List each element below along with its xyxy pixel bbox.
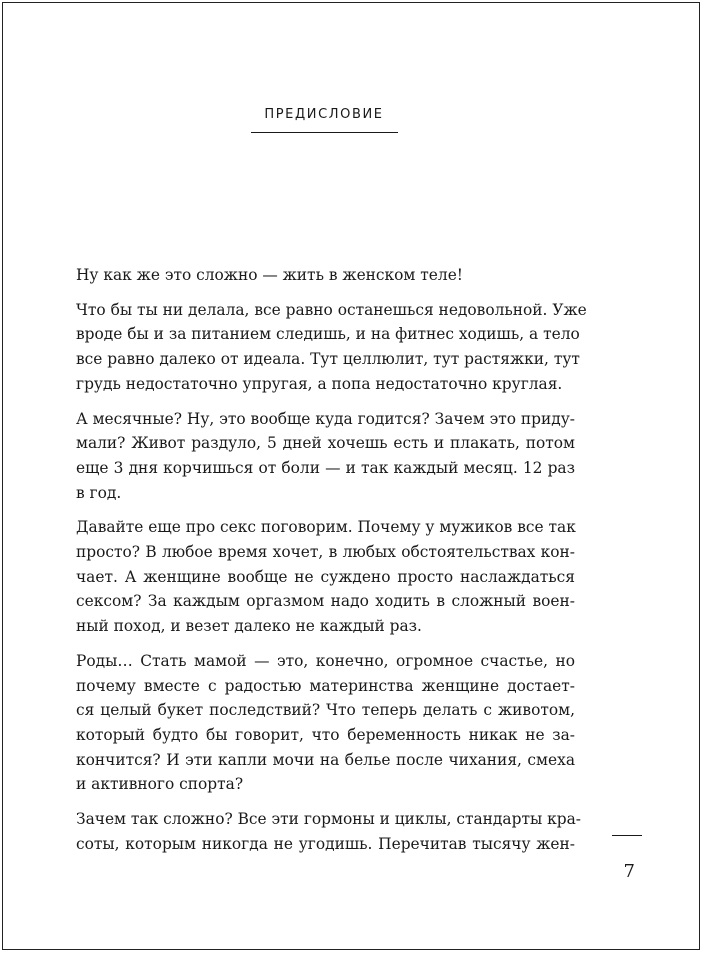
text-line: который будто бы говорит, что беременность никак не за- [76, 725, 575, 744]
text-line: грудь недостаточно упругая, а попа недостаточно круглая. [76, 374, 563, 393]
text-line: Что бы ты ни делала, все равно останешься недовольной. Уже [76, 300, 587, 319]
text-line: чает. А женщине вообще не суждено просто наслаждаться [76, 567, 575, 586]
page-number: 7 [623, 861, 635, 882]
paragraph [76, 649, 575, 797]
text-line: Роды… Стать мамой — это, конечно, огромное счастье, но [76, 651, 575, 670]
body-text [76, 263, 587, 866]
footer-rule [612, 835, 642, 836]
paragraph [76, 263, 575, 288]
title-underline [251, 132, 398, 133]
text-line: сексом? За каждым оргазмом надо ходить в сложный воен- [76, 592, 575, 611]
text-line: в год. [76, 483, 122, 502]
book-page [2, 2, 700, 950]
text-line: просто? В любое время хочет, в любых обстоятельствах кон- [76, 543, 575, 562]
text-line: ся целый букет последствий? Что теперь делать с животом, [76, 701, 575, 720]
paragraph [76, 515, 575, 639]
text-line: мали? Живот раздуло, 5 дней хочешь есть и плакать, потом [76, 434, 575, 453]
text-line: ный поход, и везет далеко не каждый раз. [76, 617, 422, 636]
text-line: Давайте еще про секс поговорим. Почему у мужиков все так [76, 518, 576, 537]
text-line: почему вместе с радостью материнства женщине достает- [76, 676, 575, 695]
text-line: Ну как же это сложно — жить в женском теле! [76, 266, 463, 284]
paragraph [76, 807, 581, 856]
text-line: соты, которым никогда не угодишь. Перечитав тысячу жен- [76, 834, 575, 853]
section-title: ПРЕДИСЛОВИЕ [264, 107, 384, 122]
text-line: и активного спорта? [76, 775, 244, 794]
text-line: кончится? И эти капли мочи на белье после чихания, смеха [76, 750, 575, 769]
text-line: Зачем так сложно? Все эти гормоны и циклы, стандарты кра- [76, 810, 581, 829]
text-line: еще 3 дня корчишься от боли — и так каждый месяц. 12 раз [76, 458, 575, 477]
paragraph [76, 407, 575, 506]
text-line: все равно далеко от идеала. Тут целлюлит, тут растяжки, тут [76, 350, 580, 369]
paragraph [76, 298, 587, 397]
text-line: А месячные? Ну, это вообще куда годится? Зачем это приду- [76, 409, 575, 428]
text-line: вроде бы и за питанием следишь, и на фитнес ходишь, а тело [76, 325, 580, 344]
